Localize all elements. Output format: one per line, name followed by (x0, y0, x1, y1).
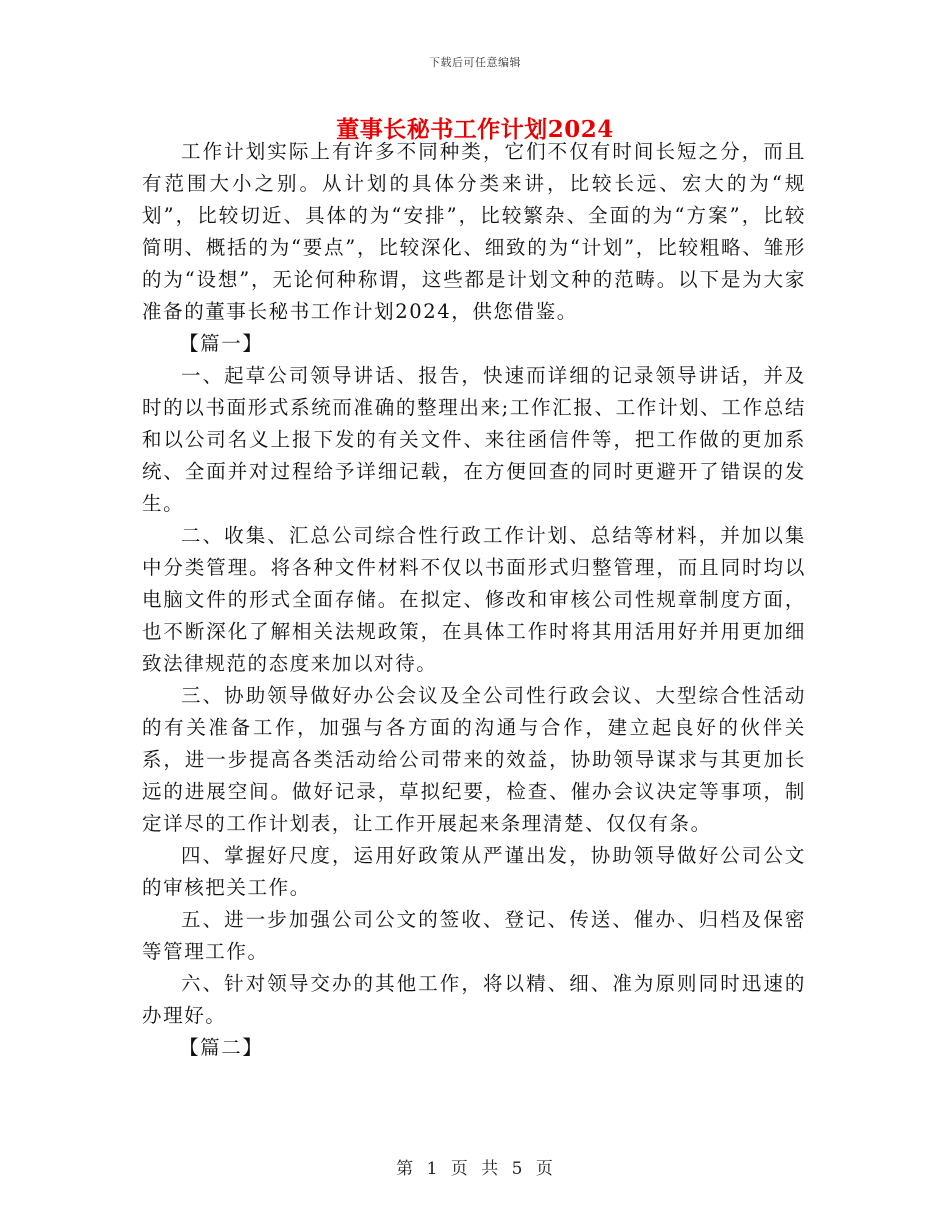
paragraph-item-three: 三、协助领导做好办公会议及全公司性行政会议、大型综合性活动的有关准备工作，加强与各方面的沟通与合作，建立起良好的伙伴关系，进一步提高各类活动给公司带来的效益，协助领导谋求与其更加长远的进展空间。做好记录，草拟纪要，检查、催办会议决定等事项，制定详尽的工作计划表，让工作开展起来条理清楚、仅仅有条。 (142, 684, 806, 835)
intro-paragraph: 工作计划实际上有许多不同种类，它们不仅有时间长短之分，而且有范围大小之别。从计划的具体分类来讲，比较长远、宏大的为“规划”，比较切近、具体的为“安排”，比较繁杂、全面的为“方案”，比较简明、概括的为“要点”，比较深化、细致的为“计划”，比较粗略、雏形的为“设想”，无论何种称谓，这些都是计划文种的范畴。以下是为大家准备的董事长秘书工作计划2024，供您借鉴。 (142, 140, 806, 323)
header-note: 下载后可任意编辑 (429, 56, 521, 69)
paragraph-item-six: 六、针对领导交办的其他工作，将以精、细、准为原则同时迅速的办理好。 (142, 972, 806, 1027)
document-title: 董事长秘书工作计划2024 (336, 116, 614, 143)
section-heading-part-one: 【篇一】 (179, 332, 264, 355)
paragraph-item-two: 二、收集、汇总公司综合性行政工作计划、总结等材料，并加以集中分类管理。将各种文件材料不仅以书面形式归整管理，而且同时均以电脑文件的形式全面存储。在拟定、修改和审核公司性规章制度方面，也不断深化了解相关法规政策，在具体工作时将其用活用好并用更加细致法律规范的态度来加以对待。 (142, 524, 806, 675)
section-heading-part-two: 【篇二】 (179, 1036, 264, 1059)
page-number-footer: 第 1 页 共 5 页 (396, 1159, 554, 1179)
document-body (142, 136, 806, 1064)
paragraph-item-five: 五、进一步加强公司公文的签收、登记、传送、催办、归档及保密等管理工作。 (142, 908, 806, 963)
paragraph-item-four: 四、掌握好尺度，运用好政策从严谨出发，协助领导做好公司公文的审核把关工作。 (142, 844, 806, 899)
paragraph-item-one: 一、起草公司领导讲话、报告，快速而详细的记录领导讲话，并及时的以书面形式系统而准确的整理出来;工作汇报、工作计划、工作总结和以公司名义上报下发的有关文件、来往函信件等，把工作做的更加系统、全面并对过程给予详细记载，在方便回查的同时更避开了错误的发生。 (142, 364, 806, 515)
